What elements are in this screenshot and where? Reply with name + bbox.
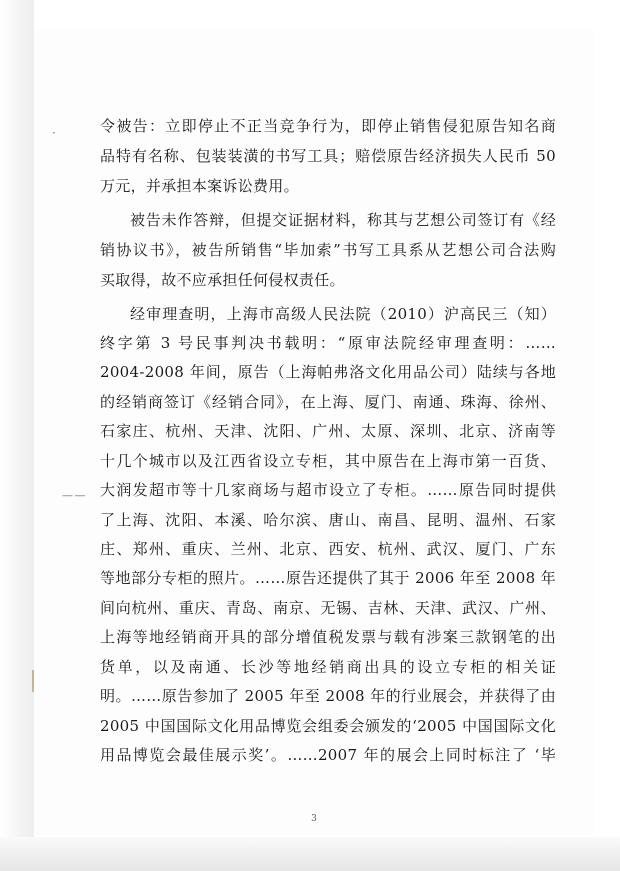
text-line: 2004-2008 年间，原告（上海帕弗洛文化用品公司）陆续与各地 [100,363,556,381]
text-line: 被告未作答辩，但提交证据材料，称其与艺想公司签订有《经 [130,211,556,229]
text-line: 上海等地经销商开具的部分增值税发票与载有涉案三款钢笔的出 [100,628,556,646]
text-line: 货单，以及南通、长沙等地经销商出具的设立专柜的相关证 [100,658,556,676]
text-line: 明。……原告参加了 2005 年至 2008 年的行业展会，并获得了由 [100,687,556,705]
text-line: 的经销商签订《经销合同》，在上海、厦门、南通、珠海、徐州、 [100,393,556,411]
page-number: 3 [311,814,317,824]
text-line: 销协议书》，被告所销售“毕加索”书写工具系从艺想公司合法购 [100,241,556,259]
text-line: 十几个城市以及江西省设立专柜，其中原告在上海市第一百货、 [100,452,556,470]
margin-dot-mark: · [52,126,56,140]
text-line: 经审理查明，上海市高级人民法院（2010）沪高民三（知） [130,305,556,323]
text-line: 庄、郑州、重庆、兰州、北京、西安、杭州、武汉、厦门、广东 [100,540,556,558]
text-line: 令被告：立即停止不正当竞争行为，即停止销售侵犯原告知名商 [100,117,556,135]
text-line: 2005 中国国际文化用品博览会组委会颁发的‘2005 中国国际文化 [100,717,556,735]
margin-scratch-mark [32,670,34,692]
text-line: 等地部分专柜的照片。……原告还提供了其于 2006 年至 2008 年 [100,569,556,587]
text-line: 间向杭州、重庆、青岛、南京、无锡、吉林、天津、武汉、广州、 [100,599,556,617]
scan-shadow-bottom [0,837,620,871]
text-line: 万元，并承担本案诉讼费用。 [100,177,299,195]
document-page [34,30,594,835]
text-line: 石家庄、杭州、天津、沈阳、广州、太原、深圳、北京、济南等 [100,422,556,440]
text-line: 大润发超市等十几家商场与超市设立了专柜。……原告同时提供 [100,481,556,499]
text-line: 品特有名称、包装装潢的书写工具；赔偿原告经济损失人民币 50 [100,147,556,165]
scan-shadow-left [0,0,34,871]
text-line: 终字第 3 号民事判决书载明：“原审法院经审理查明：…… [100,334,556,352]
margin-dash-mark: — — [62,489,85,502]
text-line: 了上海、沈阳、本溪、哈尔滨、唐山、南昌、昆明、温州、石家 [100,511,556,529]
text-line: 买取得，故不应承担任何侵权责任。 [100,271,345,289]
text-line: 用品博览会最佳展示奖’。……2007 年的展会上同时标注了 ‘毕 [100,746,556,764]
